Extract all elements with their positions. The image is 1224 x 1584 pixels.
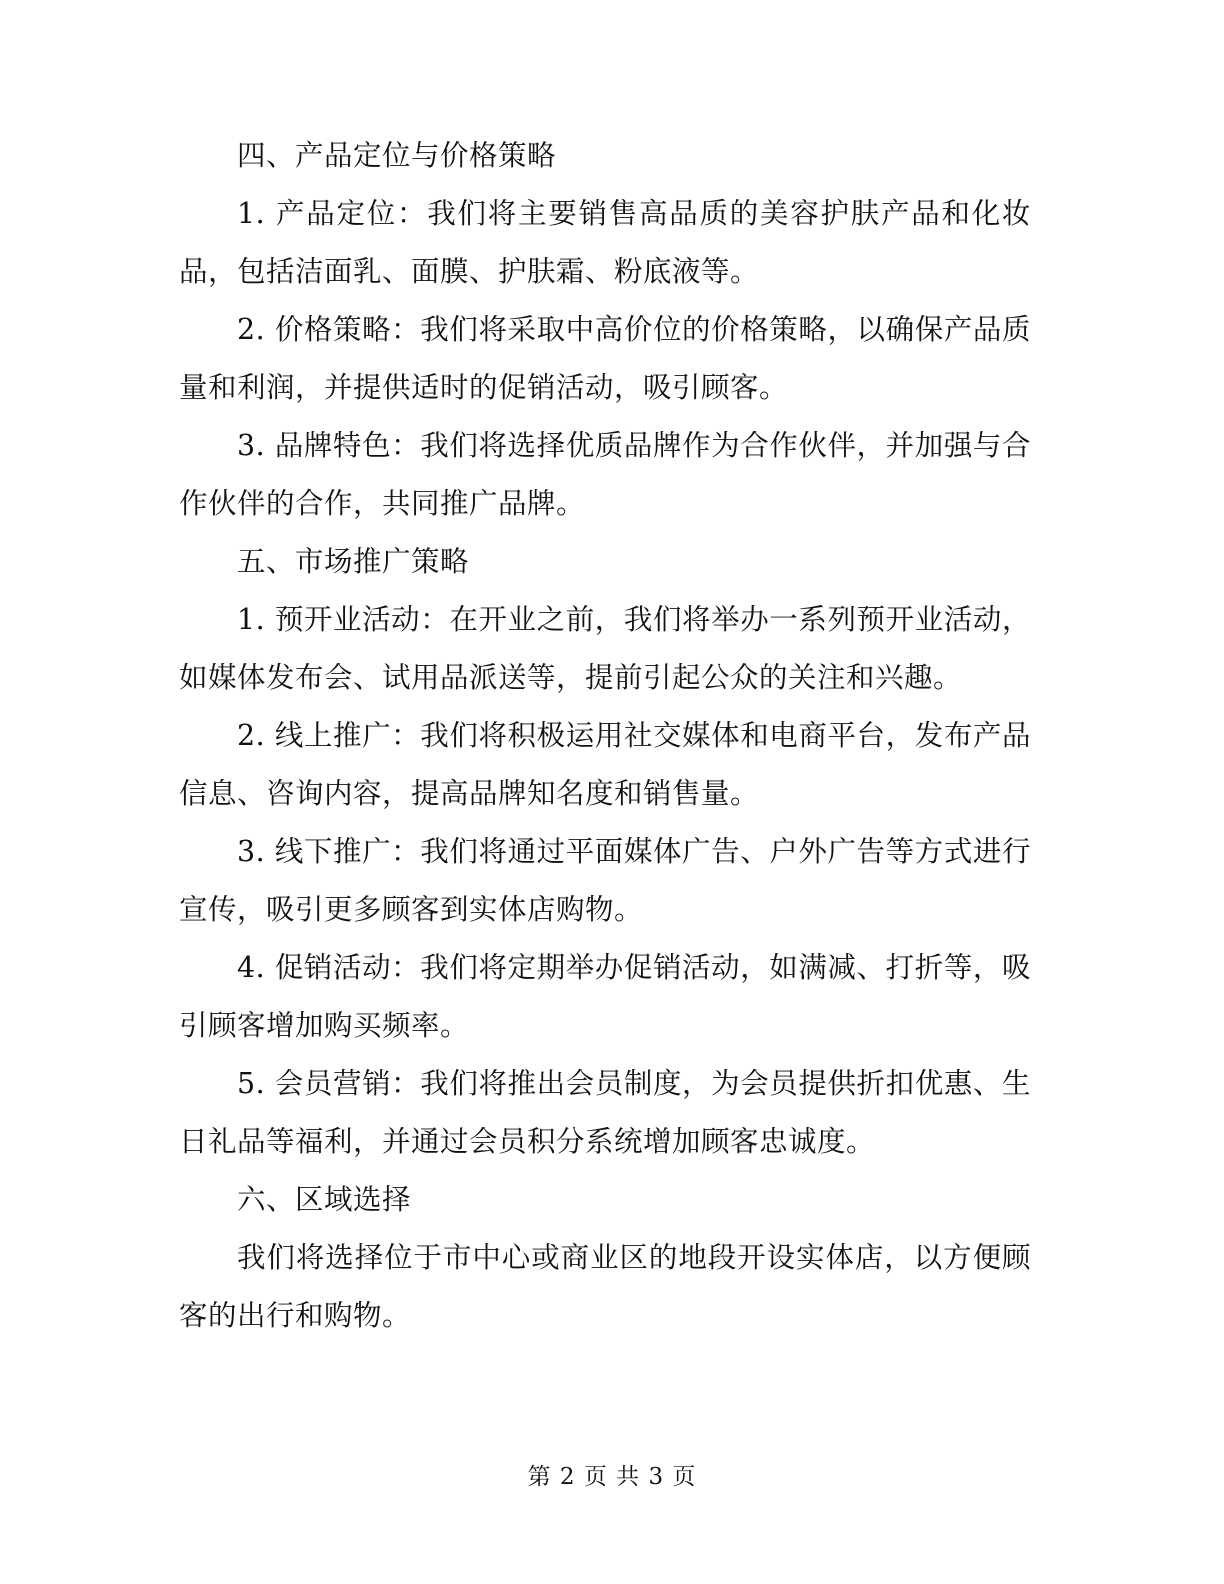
paragraph-promotions: 4. 促销活动：我们将定期举办促销活动，如满减、打折等，吸引顾客增加购买频率。 [179,951,1031,1042]
paragraph-location: 我们将选择位于市中心或商业区的地段开设实体店，以方便顾客的出行和购物。 [179,1241,1031,1332]
paragraph-online-promotion: 2. 线上推广：我们将积极运用社交媒体和电商平台，发布产品信息、咨询内容，提高品牌知名度和销售量。 [179,719,1031,810]
paragraph-product-positioning: 1. 产品定位：我们将主要销售高品质的美容护肤产品和化妆品，包括洁面乳、面膜、护肤霜、粉底液等。 [179,197,1031,288]
paragraph-offline-promotion: 3. 线下推广：我们将通过平面媒体广告、户外广告等方式进行宣传，吸引更多顾客到实体店购物。 [179,835,1031,926]
paragraph-membership: 5. 会员营销：我们将推出会员制度，为会员提供折扣优惠、生日礼品等福利，并通过会员积分系统增加顾客忠诚度。 [179,1067,1031,1158]
section-heading-4: 四、产品定位与价格策略 [237,139,557,172]
paragraph-brand-feature: 3. 品牌特色：我们将选择优质品牌作为合作伙伴，并加强与合作伙伴的合作，共同推广品牌。 [179,429,1031,520]
section-heading-5: 五、市场推广策略 [237,545,470,578]
paragraph-pricing-strategy: 2. 价格策略：我们将采取中高价位的价格策略，以确保产品质量和利润，并提供适时的促销活动，吸引顾客。 [179,313,1031,404]
page-number-footer: 第 2 页 共 3 页 [527,1464,697,1490]
paragraph-pre-opening: 1. 预开业活动：在开业之前，我们将举办一系列预开业活动，如媒体发布会、试用品派送等，提前引起公众的关注和兴趣。 [179,603,1031,694]
document-body [179,127,1031,1345]
section-heading-6: 六、区域选择 [237,1183,412,1216]
